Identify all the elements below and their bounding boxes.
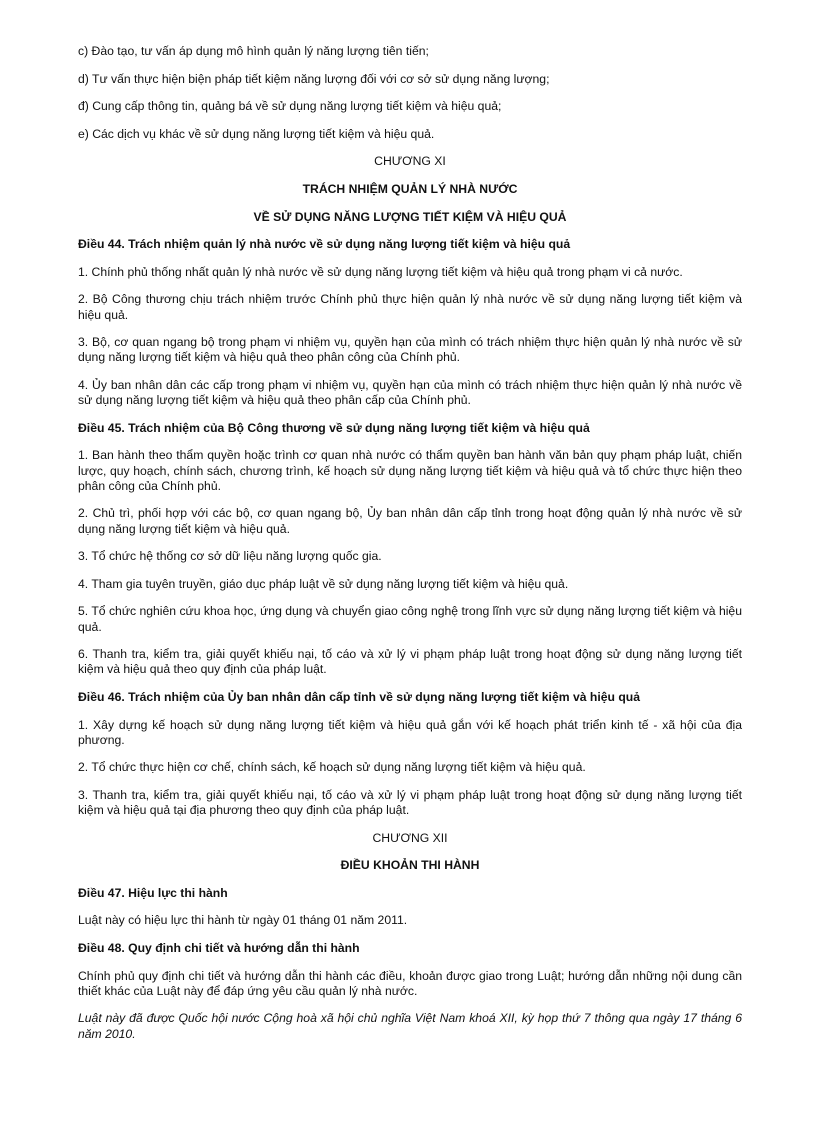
chapter-11-title-line1: TRÁCH NHIỆM QUẢN LÝ NHÀ NƯỚC <box>302 181 518 196</box>
article-44-clause: 1. Chính phủ thống nhất quản lý nhà nước về sử dụng năng lượng tiết kiệm và hiệu quả trong phạm vi cả nước. <box>78 264 683 279</box>
list-item-e: e) Các dịch vụ khác về sử dụng năng lượng tiết kiệm và hiệu quả. <box>78 126 435 141</box>
article-48-heading: Điều 48. Quy định chi tiết và hướng dẫn thi hành <box>78 941 360 956</box>
article-46-clause: 3. Thanh tra, kiểm tra, giải quyết khiếu nại, tố cáo và xử lý vi phạm pháp luật trong hoạt động sử dụng năng lượng tiết kiệm và hiệu quả tại địa phương theo quy định của pháp luật. <box>78 787 742 818</box>
chapter-12-number: CHƯƠNG XII <box>372 830 448 845</box>
article-45-clause: 4. Tham gia tuyên truyền, giáo dục pháp luật về sử dụng năng lượng tiết kiệm và hiệu quả. <box>78 576 569 591</box>
article-46-clause: 2. Tổ chức thực hiện cơ chế, chính sách, kế hoạch sử dụng năng lượng tiết kiệm và hiệu quả. <box>78 760 586 775</box>
chapter-12-title: ĐIỀU KHOẢN THI HÀNH <box>340 858 480 873</box>
article-44-heading: Điều 44. Trách nhiệm quản lý nhà nước về sử dụng năng lượng tiết kiệm và hiệu quả <box>78 237 571 252</box>
article-45-clause: 5. Tổ chức nghiên cứu khoa học, ứng dụng và chuyển giao công nghệ trong lĩnh vực sử dụng năng lượng tiết kiệm và hiệu quả. <box>78 604 742 634</box>
article-46-clause: 1. Xây dựng kế hoạch sử dụng năng lượng tiết kiệm và hiệu quả gắn với kế hoạch phát triển kinh tế - xã hội của địa phương. <box>78 717 742 747</box>
document-body <box>78 44 742 1054</box>
closing-note: Luật này đã được Quốc hội nước Cộng hoà xã hội chủ nghĩa Việt Nam khoá XII, kỳ họp thứ 7 thông qua ngày 17 tháng 6 năm 2010. <box>78 1011 742 1041</box>
list-item-dd: đ) Cung cấp thông tin, quảng bá về sử dụng năng lượng tiết kiệm và hiệu quả; <box>78 99 502 114</box>
article-45-clause: 6. Thanh tra, kiểm tra, giải quyết khiếu nại, tố cáo và xử lý vi phạm pháp luật trong hoạt động sử dụng năng lượng tiết kiệm và hiệu quả theo quy định của pháp luật. <box>78 647 742 677</box>
article-45-clause: 2. Chủ trì, phối hợp với các bộ, cơ quan ngang bộ, Ủy ban nhân dân cấp tỉnh trong hoạt động quản lý nhà nước về sử dụng năng lượng tiết kiệm và hiệu quả. <box>78 506 742 536</box>
article-47-text: Luật này có hiệu lực thi hành từ ngày 01 tháng 01 năm 2011. <box>78 913 408 928</box>
list-item-d: d) Tư vấn thực hiện biện pháp tiết kiệm năng lượng đối với cơ sở sử dụng năng lượng; <box>78 71 550 86</box>
article-45-heading: Điều 45. Trách nhiệm của Bộ Công thương về sử dụng năng lượng tiết kiệm và hiệu quả <box>78 420 590 435</box>
article-45-clause: 1. Ban hành theo thẩm quyền hoặc trình cơ quan nhà nước có thẩm quyền ban hành văn bản quy phạm pháp luật, chiến lược, quy hoạch, chính sách, chương trình, kế hoạch sử dụng năng lượng tiết kiệm và hiệu quả và tổ chức thực hiện theo phân công của Chính phủ. <box>78 448 742 493</box>
article-44-clause: 3. Bộ, cơ quan ngang bộ trong phạm vi nhiệm vụ, quyền hạn của mình có trách nhiệm thực hiện quản lý nhà nước về sử dụng năng lượng tiết kiệm và hiệu quả theo phân công của Chính phủ. <box>78 335 742 365</box>
article-44-clause: 4. Ủy ban nhân dân các cấp trong phạm vi nhiệm vụ, quyền hạn của mình có trách nhiệm thực hiện quản lý nhà nước về sử dụng năng lượng tiết kiệm và hiệu quả theo phân cấp của Chính phủ. <box>78 377 742 408</box>
article-46-heading: Điều 46. Trách nhiệm của Ủy ban nhân dân cấp tỉnh về sử dụng năng lượng tiết kiệm và hiệu quả <box>78 689 640 704</box>
article-47-heading: Điều 47. Hiệu lực thi hành <box>78 885 228 900</box>
chapter-11-number: CHƯƠNG XI <box>374 154 446 169</box>
chapter-11-title-line2: VỀ SỬ DỤNG NĂNG LƯỢNG TIẾT KIỆM VÀ HIỆU QUẢ <box>253 209 567 224</box>
article-45-clause: 3. Tổ chức hệ thống cơ sở dữ liệu năng lượng quốc gia. <box>78 549 382 564</box>
article-44-clause: 2. Bộ Công thương chịu trách nhiệm trước Chính phủ thực hiện quản lý nhà nước về sử dụng năng lượng tiết kiệm và hiệu quả. <box>78 292 742 322</box>
list-item-c: c) Đào tạo, tư vấn áp dụng mô hình quản lý năng lượng tiên tiến; <box>78 44 429 58</box>
article-48-text: Chính phủ quy định chi tiết và hướng dẫn thi hành các điều, khoản được giao trong Luật; hướng dẫn những nội dung cần thiết khác của Luật này để đáp ứng yêu cầu quản lý nhà nước. <box>78 968 742 998</box>
